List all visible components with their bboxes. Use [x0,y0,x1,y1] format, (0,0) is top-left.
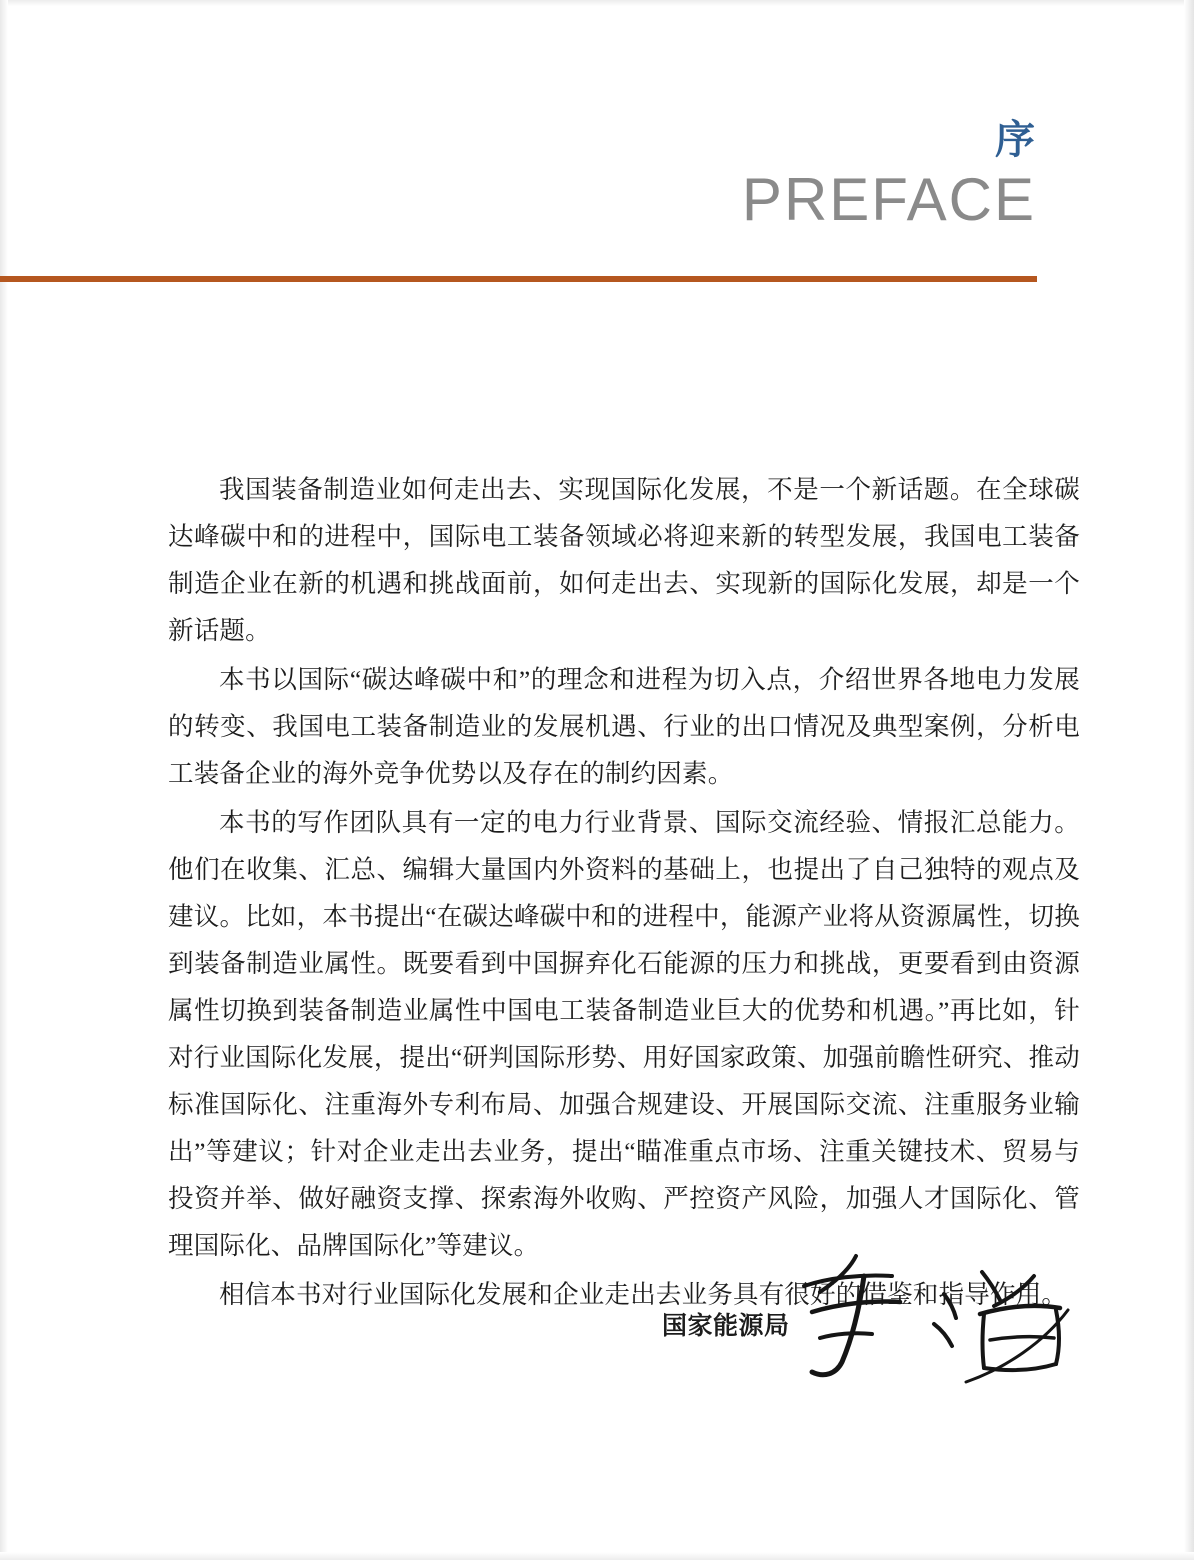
page-edge-bottom [0,1552,1194,1560]
handwritten-signature-icon [768,1242,1088,1392]
preface-body [168,466,1080,1320]
page-edge-right [1184,0,1194,1560]
header-divider-rule [0,276,1037,282]
signature-block [168,1270,1080,1410]
paragraph: 相信本书对行业国际化发展和企业走出去业务具有很好的借鉴和指导作用。 [219,1280,1068,1309]
page-edge-left [0,0,8,1560]
paragraph: 本书的写作团队具有一定的电力行业背景、国际交流经验、情报汇总能力。他们在收集、汇总、编辑大量国内外资料的基础上，也提出了自己独特的观点及建议。比如，本书提出“在碳达峰碳中和的进程中，能源产业将从资源属性，切换到装备制造业属性。既要看到中国摒弃化石能源的压力和挑战，更要看到由资源属性切换到装备制造业属性中国电工装备制造业巨大的优势和机遇。”再比如，针对行业国际化发展，提出“研判国际形势、用好国家政策、加强前瞻性研究、推动标准国际化、注重海外专利布局、加强合规建设、开展国际交流、注重服务业输出”等建议；针对企业走出去业务，提出“瞄准重点市场、注重关键技术、贸易与投资并举、做好融资支撑、探索海外收购、严控资产风险，加强人才国际化、管理国际化、品牌国际化”等建议。 [168,808,1080,1260]
page-edge-top [0,0,1194,6]
paragraph: 我国装备制造业如何走出去、实现国际化发展，不是一个新话题。在全球碳达峰碳中和的进程中，国际电工装备领域必将迎来新的转型发展，我国电工装备制造企业在新的机遇和挑战面前，如何走出去、实现新的国际化发展，却是一个新话题。 [168,475,1080,645]
preface-title-chinese: 序 [995,117,1036,163]
signature-organization: 国家能源局 [662,1313,790,1340]
paragraph: 本书以国际“碳达峰碳中和”的理念和进程为切入点，介绍世界各地电力发展的转变、我国电工装备制造业的发展机遇、行业的出口情况及典型案例，分析电工装备企业的海外竞争优势以及存在的制约因素。 [168,665,1080,788]
preface-header [0,117,1194,233]
preface-title-english: PREFACE [741,166,1036,233]
